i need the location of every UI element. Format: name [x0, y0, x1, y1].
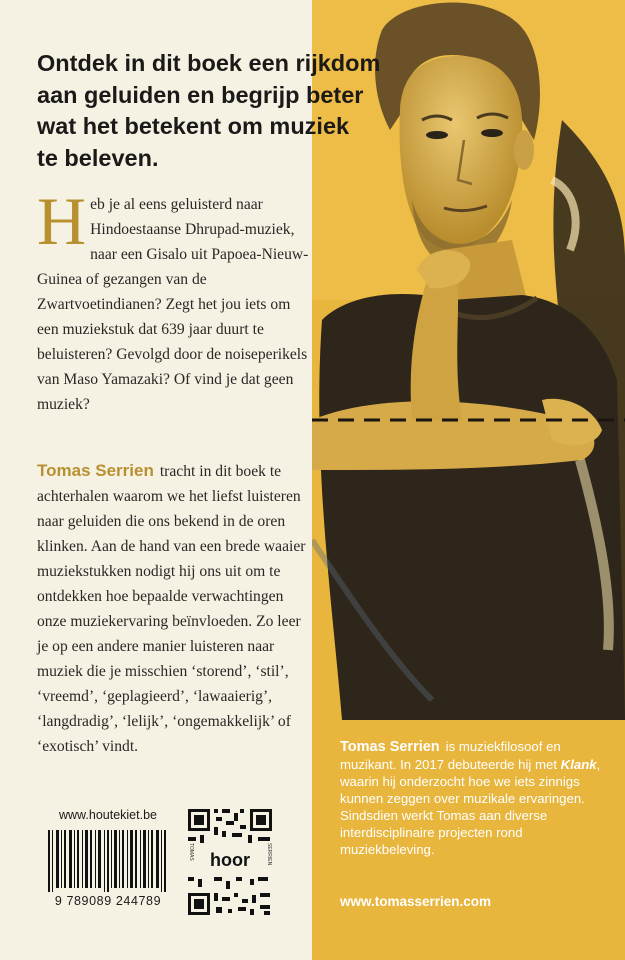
intro-text: eb je al eens geluisterd naar Hindoestaanse Dhrupad-muziek, naar een Gisalo uit Papoea-Nieuw-Guinea of gezangen van de Zwartvoetindianen? Zegt het jou iets om een muziekstuk dat 639 jaar duurt te beluisteren? Gevolgd door de noiseperikels van Maso Yamazaki? Of vind je dat geen muziek?	[37, 196, 309, 413]
qr-label: hoor	[198, 849, 262, 871]
isbn-barcode	[38, 808, 178, 916]
qr-code[interactable]	[186, 807, 274, 917]
barcode-bars	[46, 830, 170, 892]
bio-text-1: is muziekfilosoof en muzikant. In 2017 debuteerde hij met	[340, 739, 561, 772]
bio-book-title: Klank	[560, 757, 597, 772]
author-bio	[340, 738, 605, 858]
author-paragraph	[37, 458, 309, 759]
author-name: Tomas Serrien	[37, 461, 154, 480]
qr-side-right: SERRIEN	[266, 843, 272, 866]
publisher-url[interactable]: www.houtekiet.be	[59, 808, 157, 822]
intro-paragraph	[37, 183, 309, 417]
bio-text-2: , waarin hij onderzocht hoe we iets zinnigs kunnen zeggen over muzikale ervaringen. Sindsdien werkt Tomas aan diverse interdisciplinaire projecten rond muziekbeleving.	[340, 757, 601, 857]
drop-cap: H	[37, 183, 87, 259]
bio-author-name: Tomas Serrien	[340, 739, 440, 755]
headline: Ontdek in dit boek een rijkdom aan geluiden en begrijp beter wat het betekent om muziek te beleven.	[37, 50, 381, 171]
author-paragraph-text: tracht in dit boek te achterhalen waarom we het liefst luisteren naar geluiden die ons bekend in de oren klinken. Aan de hand van een brede waaier muziekstukken nodigt hij ons uit om te ontdekken hoe bepaalde verwachtingen onze muziekervaring beïnvloeden. Zo leer je op een andere manier luisteren naar muziek die je misschien ‘storend’, ‘stil’, ‘vreemd’, ‘geplagieerd’, ‘lawaaierig’, ‘langdradig’, ‘lelijk’, ‘ongemakkelijk’ of ‘exotisch’ vindt.	[37, 463, 306, 755]
author-website[interactable]: www.tomasserrien.com	[340, 894, 492, 909]
qr-side-left: TOMAS	[188, 843, 194, 861]
isbn-number: 9 789089 244789	[54, 894, 162, 908]
